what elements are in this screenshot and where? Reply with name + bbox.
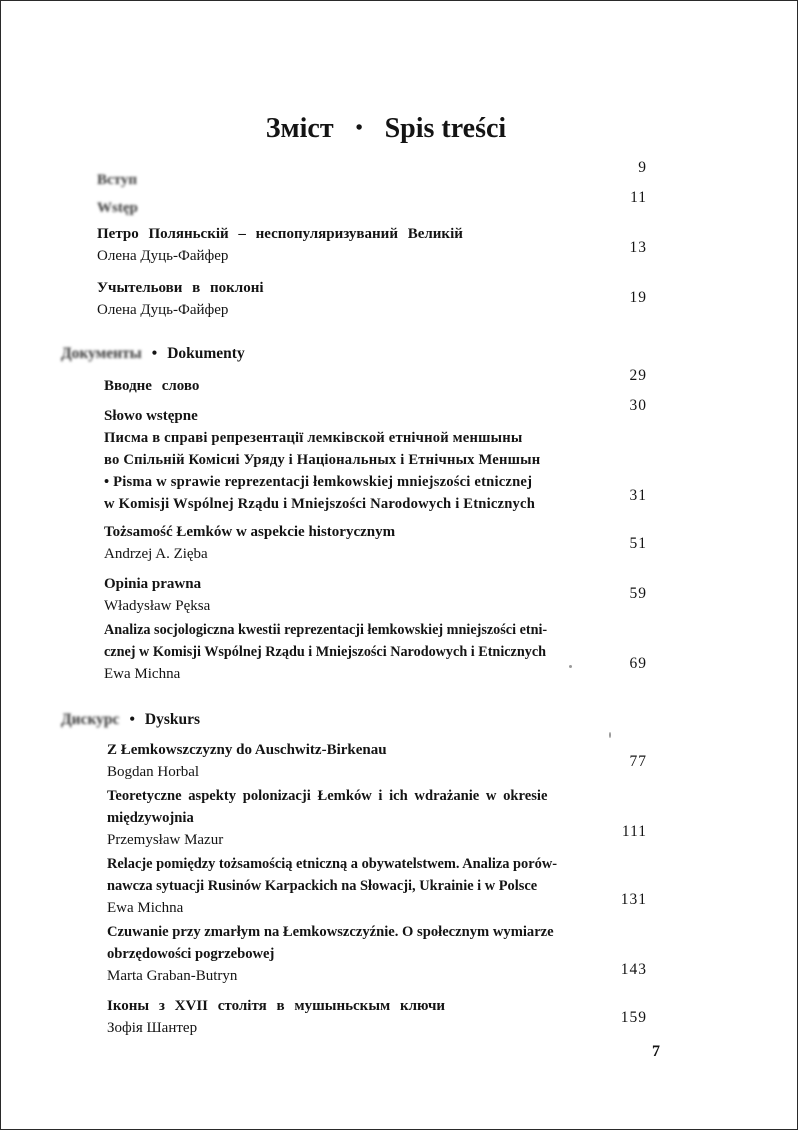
entry-title-line: Teoretyczne aspekty polonizacji Łemków i ich wdrażanie w okresie — [107, 788, 548, 804]
entry-author: Ewa Michna — [104, 666, 181, 682]
folio-page-number: 7 — [652, 1043, 660, 1060]
section-bullet: • — [129, 711, 135, 728]
page-number: 131 — [620, 891, 647, 908]
entry-title: Tożsamość Łemków w aspekcie historycznym — [104, 524, 396, 540]
entry-title: Wstęp — [97, 200, 138, 216]
entry-title: Петро Поляньскій – неспопуляризуваний Великій — [97, 226, 463, 242]
toc-entry — [104, 521, 395, 565]
entry-title: Z Łemkowszczyzny do Auschwitz-Birkenau — [107, 742, 387, 758]
page-number: 143 — [620, 961, 647, 978]
title-ukrainian: Зміст — [265, 113, 334, 144]
entry-title-line: międzywojnia — [107, 810, 194, 826]
page-number: 59 — [629, 585, 647, 602]
toc-entry-intro-uk — [97, 169, 137, 191]
entry-title-line: Писма в справі репрезентації лемківской етнічной меншыны — [104, 430, 523, 446]
toc-entry — [104, 573, 210, 617]
entry-author: Олена Дуць-Файфер — [97, 248, 229, 264]
toc-entry-letters — [104, 427, 540, 515]
toc-entry — [104, 375, 199, 397]
page-number: 77 — [629, 753, 647, 770]
page-number: 69 — [629, 655, 647, 672]
page-number: 13 — [629, 239, 647, 256]
page-number: 159 — [620, 1009, 647, 1026]
section-bullet: • — [151, 345, 158, 362]
section-heading-pl: Dyskurs — [144, 711, 201, 728]
page-number: 31 — [629, 487, 647, 504]
section-heading-documents — [61, 345, 245, 363]
entry-title: Вводне слово — [104, 378, 200, 394]
section-heading-uk: Дискурс — [61, 711, 120, 728]
page-number: 51 — [629, 535, 647, 552]
toc-entry — [107, 739, 387, 783]
entry-title-line: w Komisji Wspólnej Rządu i Mniejszości Narodowych i Etnicznych — [104, 496, 536, 512]
scan-speck — [569, 665, 572, 668]
entry-title-line: • Pisma w sprawie reprezentacji łemkowskiej mniejszości etnicznej — [104, 474, 533, 490]
entry-title: Słowo wstępne — [104, 408, 198, 424]
page-number: 29 — [629, 367, 647, 384]
entry-title: Вступ — [97, 172, 137, 188]
page-number: 9 — [638, 159, 647, 176]
entry-author: Andrzej A. Zięba — [104, 546, 208, 562]
toc-entry-intro-pl — [97, 197, 138, 219]
entry-title-line: obrzędowości pogrzebowej — [107, 946, 275, 962]
entry-title-line: cznej w Komisji Wspólnej Rządu i Mniejszości Narodowych i Etnicznych — [104, 644, 547, 660]
toc-entry — [107, 995, 445, 1039]
entry-author: Зофія Шантер — [107, 1020, 198, 1036]
title-polish: Spis treści — [384, 113, 507, 144]
page-number: 111 — [621, 823, 647, 840]
entry-title-line: nawcza sytuacji Rusinów Karpackich na Słowacji, Ukrainie i w Polsce — [107, 878, 538, 894]
entry-title-line: Czuwanie przy zmarłym na Łemkowszczyźnie. O społecznym wymiarze — [107, 924, 554, 940]
toc-entry — [107, 785, 627, 851]
entry-title-line: во Спільній Комісиі Уряду і Національных і Етнічных Меншын — [104, 452, 541, 468]
section-heading-pl: Dokumenty — [167, 345, 245, 362]
section-heading-uk: Документы — [61, 345, 142, 362]
page-number: 11 — [630, 189, 647, 206]
entry-author: Олена Дуць-Файфер — [97, 302, 229, 318]
entry-author: Ewa Michna — [107, 900, 184, 916]
toc-entry — [104, 405, 198, 427]
page-number: 19 — [629, 289, 647, 306]
page-title — [1, 113, 771, 145]
entry-title: Opinia prawna — [104, 576, 202, 592]
entry-title-line: Analiza socjologiczna kwestii reprezentacji łemkowskiej mniejszości etni- — [104, 622, 548, 638]
section-heading-discourse — [61, 711, 200, 729]
toc-entry — [107, 921, 554, 987]
scan-speck — [609, 732, 611, 738]
toc-entry-teacher — [97, 277, 264, 321]
page-number: 30 — [629, 397, 647, 414]
toc-entry — [107, 853, 557, 919]
entry-title: Іконы з XVII столітя в мушыньскым ключи — [107, 998, 446, 1014]
entry-title: Учытельови в поклоні — [97, 280, 264, 296]
title-bullet: • — [355, 117, 363, 139]
entry-author: Marta Graban-Butryn — [107, 968, 238, 984]
toc-entry — [104, 619, 547, 685]
entry-author: Przemysław Mazur — [107, 832, 224, 848]
entry-author: Władysław Pęksa — [104, 598, 211, 614]
entry-author: Bogdan Horbal — [107, 764, 200, 780]
toc-entry-polianski — [97, 223, 557, 267]
entry-title-line: Relacje pomiędzy tożsamością etniczną a obywatelstwem. Analiza porów- — [107, 856, 558, 872]
